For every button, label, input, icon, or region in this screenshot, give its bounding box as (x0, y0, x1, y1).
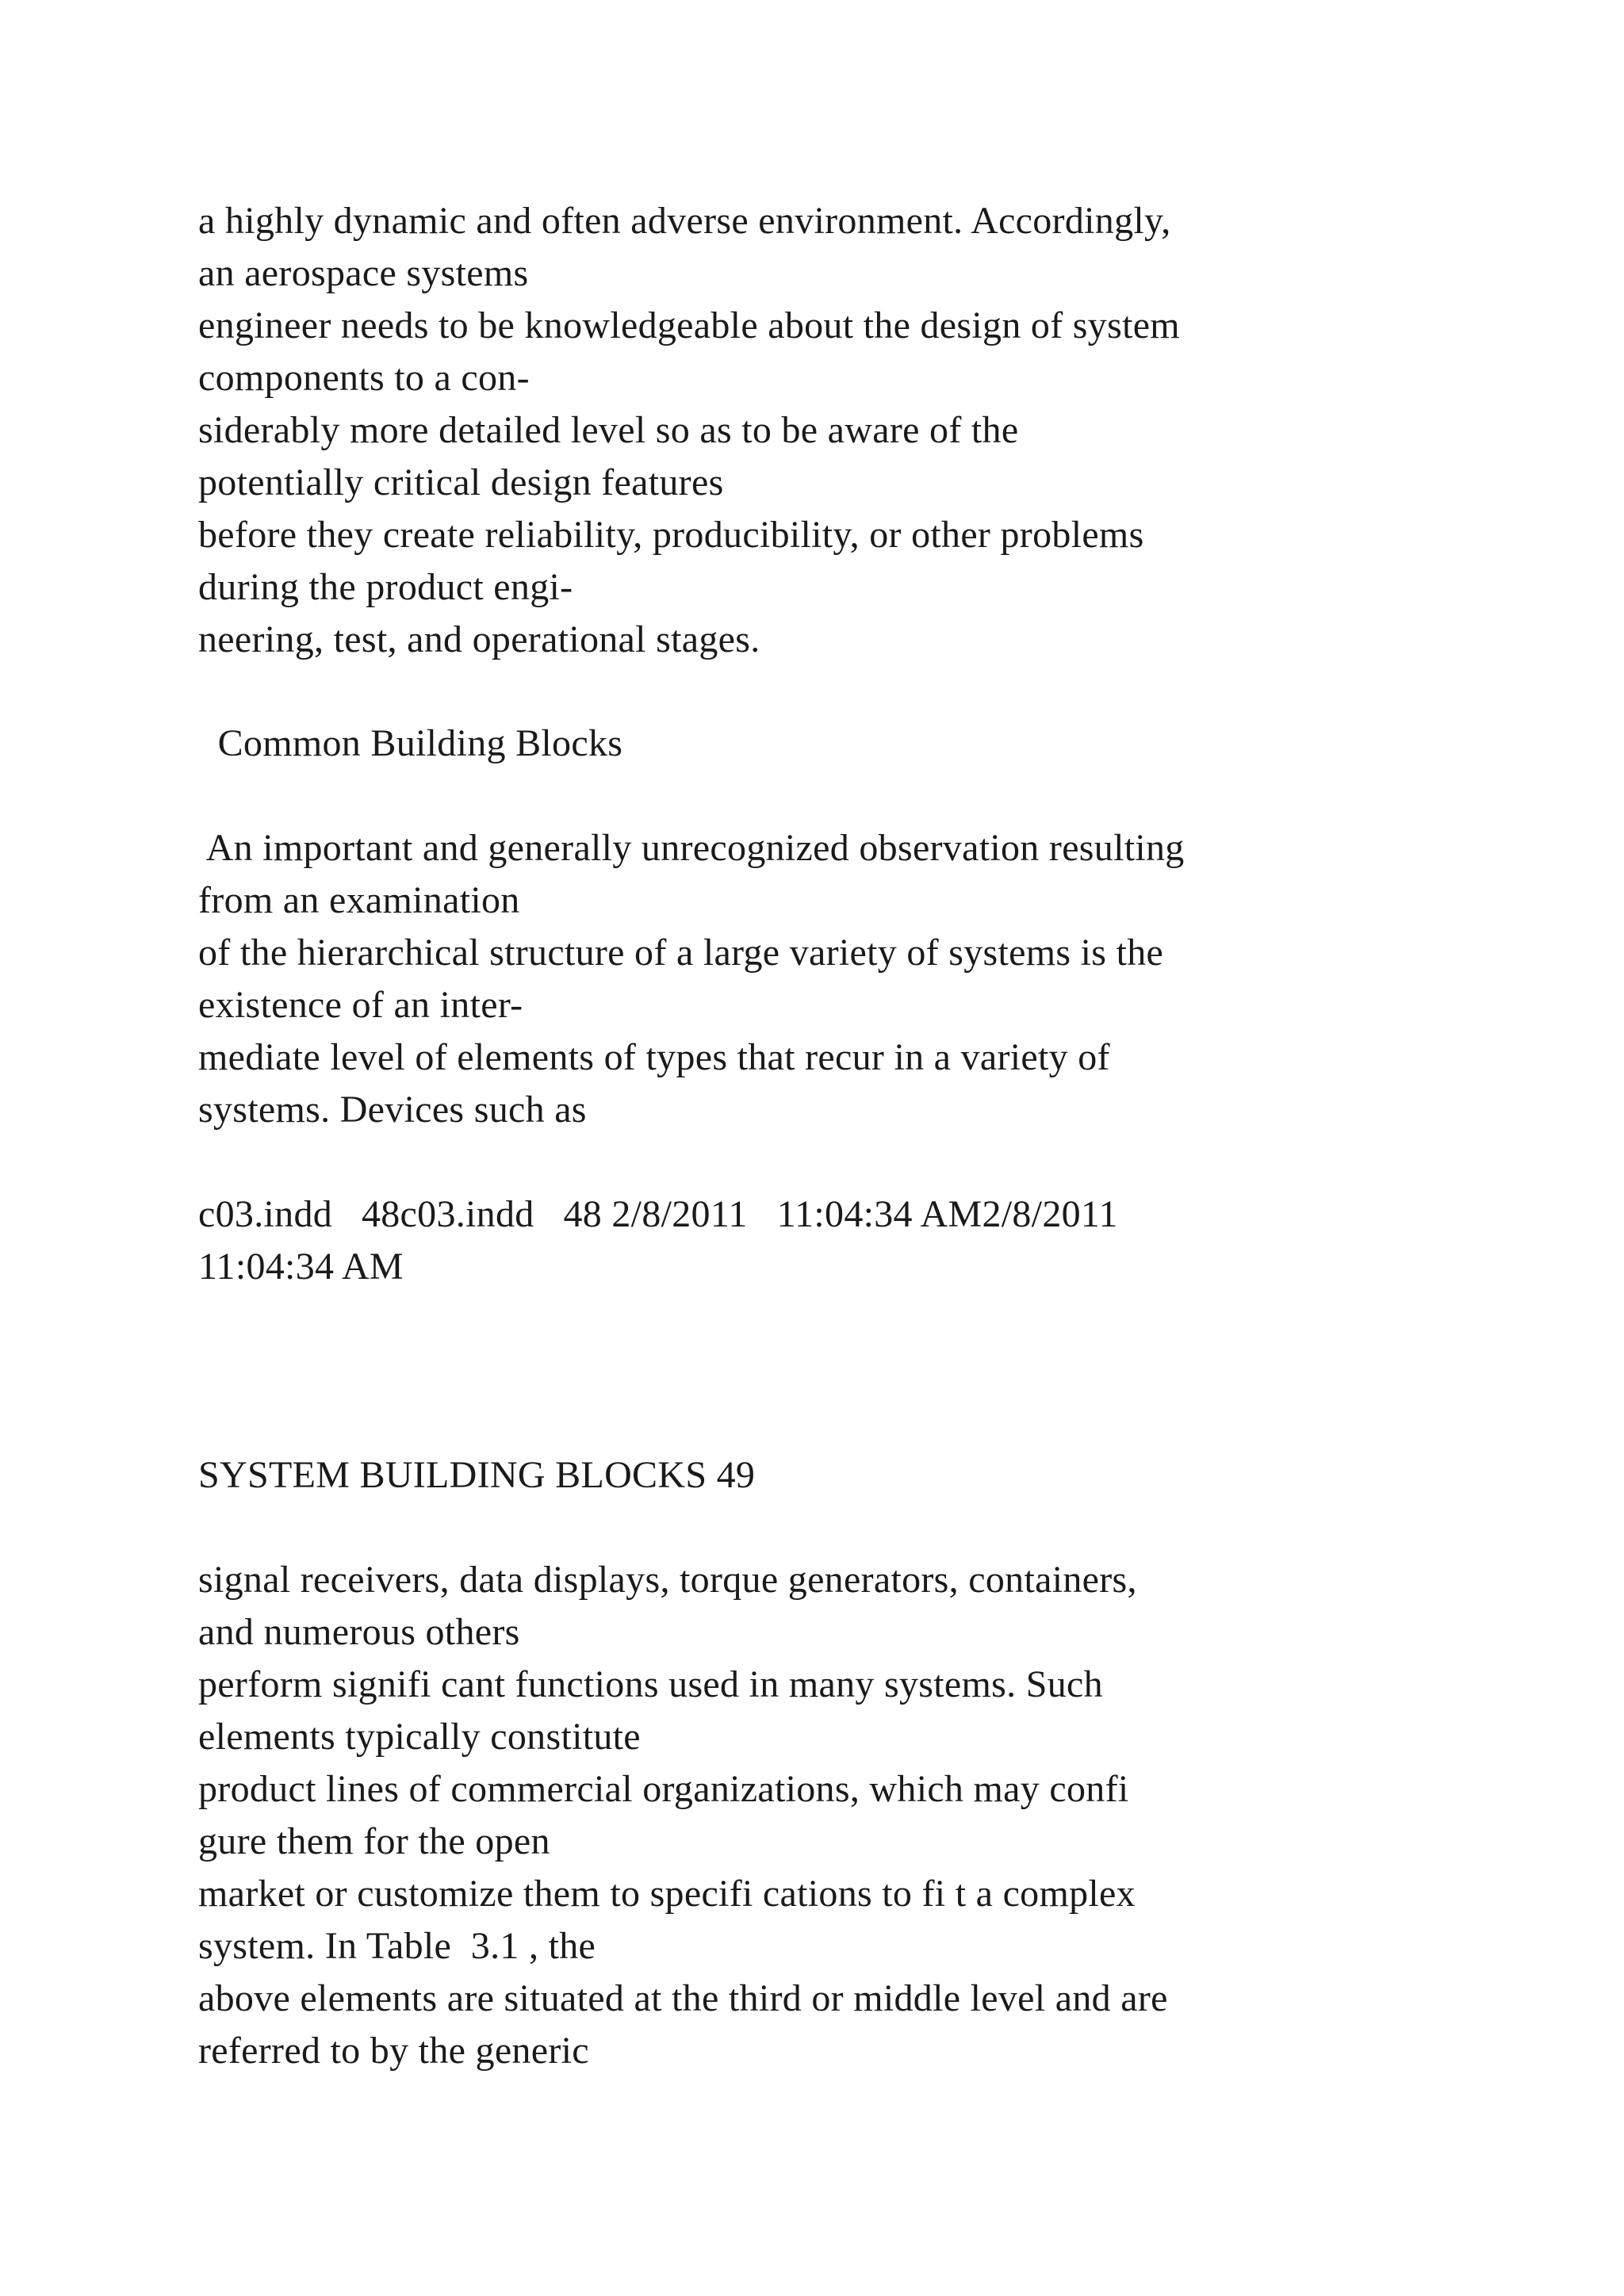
text-line: signal receivers, data displays, torque generators, containers, (198, 1559, 1137, 1601)
text-line: An important and generally unrecognized observation resulting (198, 827, 1185, 869)
text-line: referred to by the generic (198, 2030, 589, 2072)
text-line: elements typically constitute (198, 1716, 641, 1758)
text-line: perform signifi cant functions used in many systems. Such (198, 1663, 1103, 1705)
file-info-line: 11:04:34 AM (198, 1246, 404, 1288)
text-line: before they create reliability, producibility, or other problems (198, 514, 1144, 556)
text-line: potentially critical design features (198, 461, 724, 503)
text-line: engineer needs to be knowledgeable about the design of system (198, 304, 1180, 346)
running-header: SYSTEM BUILDING BLOCKS 49 (198, 1454, 756, 1496)
text-line: neering, test, and operational stages. (198, 618, 760, 660)
text-line: systems. Devices such as (198, 1089, 587, 1131)
text-line: above elements are situated at the third or middle level and are (198, 1977, 1168, 2019)
text-line: an aerospace systems (198, 252, 529, 294)
text-line: mediate level of elements of types that recur in a variety of (198, 1036, 1110, 1078)
text-line: during the product engi- (198, 566, 573, 608)
text-line: components to a con- (198, 357, 530, 399)
section-heading: Common Building Blocks (198, 722, 623, 764)
text-line: siderably more detailed level so as to be aware of the (198, 409, 1019, 451)
text-line: product lines of commercial organizations, which may confi (198, 1768, 1129, 1810)
file-info-line: c03.indd 48c03.indd 48 2/8/2011 11:04:34 AM2/8/2011 (198, 1193, 1118, 1235)
text-line: and numerous others (198, 1611, 520, 1653)
text-line: from an examination (198, 879, 520, 921)
text-line: gure them for the open (198, 1820, 550, 1862)
text-line: existence of an inter- (198, 984, 523, 1026)
text-line: a highly dynamic and often adverse environment. Accordingly, (198, 200, 1171, 242)
text-line: of the hierarchical structure of a large variety of systems is the (198, 932, 1164, 974)
text-line: system. In Table 3.1 , the (198, 1925, 596, 1967)
text-line: market or customize them to specifi cations to fi t a complex (198, 1873, 1136, 1915)
